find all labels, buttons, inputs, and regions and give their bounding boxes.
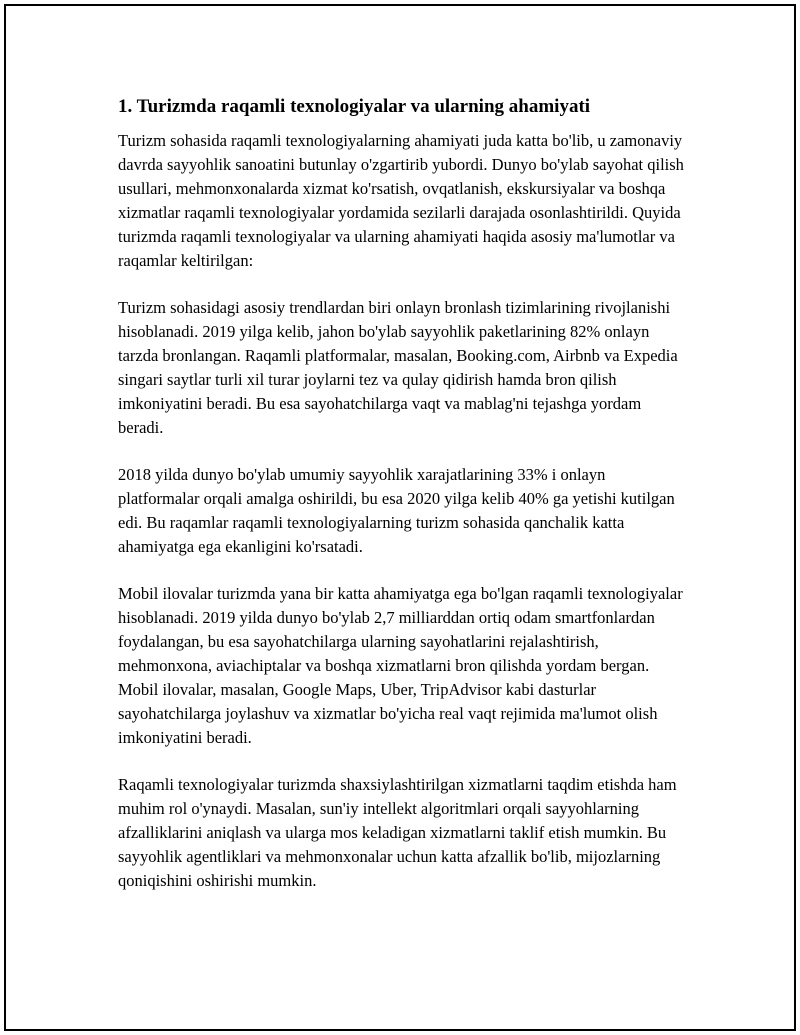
paragraph-mobile-apps: Mobil ilovalar turizmda yana bir katta ahamiyatga ega bo'lgan raqamli texnologiyalar hisoblanadi. 2019 yilda dunyo bo'ylab 2,7 milliarddan ortiq odam smartfonlardan foydalangan, bu esa sayohatchilarga ularning sayohatlarini rejalashtirish, mehmonxona, aviachiptalar va boshqa xizmatlarni bron qilishda yordam bergan. Mobil ilovalar, masalan, Google Maps, Uber, TripAdvisor kabi dasturlar sayohatchilarga joylashuv va xizmatlar bo'yicha real vaqt rejimida ma'lumot olish imkoniyatini beradi. [118, 584, 683, 747]
paragraph-online-booking: Turizm sohasidagi asosiy trendlardan biri onlayn bronlash tizimlarining rivojlanishi hisoblanadi. 2019 yilga kelib, jahon bo'ylab sayyohlik paketlarining 82% onlayn tarzda bronlangan. Raqamli platformalar, masalan, Booking.com, Airbnb va Expedia singari saytlar turli xil turar joylarni tez va qulay qidirish hamda bron qilish imkoniyatini beradi. Bu esa sayohatchilarga vaqt va mablag'ni tejashga yordam beradi. [118, 298, 678, 437]
paragraph-personalization: Raqamli texnologiyalar turizmda shaxsiylashtirilgan xizmatlarni taqdim etishda ham muhim rol o'ynaydi. Masalan, sun'iy intellekt algoritmlari orqali sayyohlarning afzalliklarini aniqlash va ularga mos keladigan xizmatlarni taklif etish mumkin. Bu sayyohlik agentliklari va mehmonxonalar uchun katta afzallik bo'lib, mijozlarning qoniqishini oshirishi mumkin. [118, 775, 677, 890]
section-heading: 1. Turizmda raqamli texnologiyalar va ularning ahamiyati [118, 96, 591, 117]
paragraph-online-spending: 2018 yilda dunyo bo'ylab umumiy sayyohlik xarajatlarining 33% i onlayn platformalar orqali amalga oshirildi, bu esa 2020 yilga kelib 40% ga yetishi kutilgan edi. Bu raqamlar raqamli texnologiyalarning turizm sohasida qanchalik katta ahamiyatga ega ekanligini ko'rsatadi. [118, 465, 675, 556]
document-body [118, 94, 688, 916]
paragraph-intro: Turizm sohasida raqamli texnologiyalarning ahamiyati juda katta bo'lib, u zamonaviy davrda sayyohlik sanoatini butunlay o'zgartirib yubordi. Dunyo bo'ylab sayohat qilish usullari, mehmonxonalarda xizmat ko'rsatish, ovqatlanish, ekskursiyalar va boshqa xizmatlar raqamli texnologiyalar yordamida sezilarli darajada osonlashtirildi. Quyida turizmda raqamli texnologiyalar va ularning ahamiyati haqida asosiy ma'lumotlar va raqamlar keltirilgan: [118, 131, 684, 270]
